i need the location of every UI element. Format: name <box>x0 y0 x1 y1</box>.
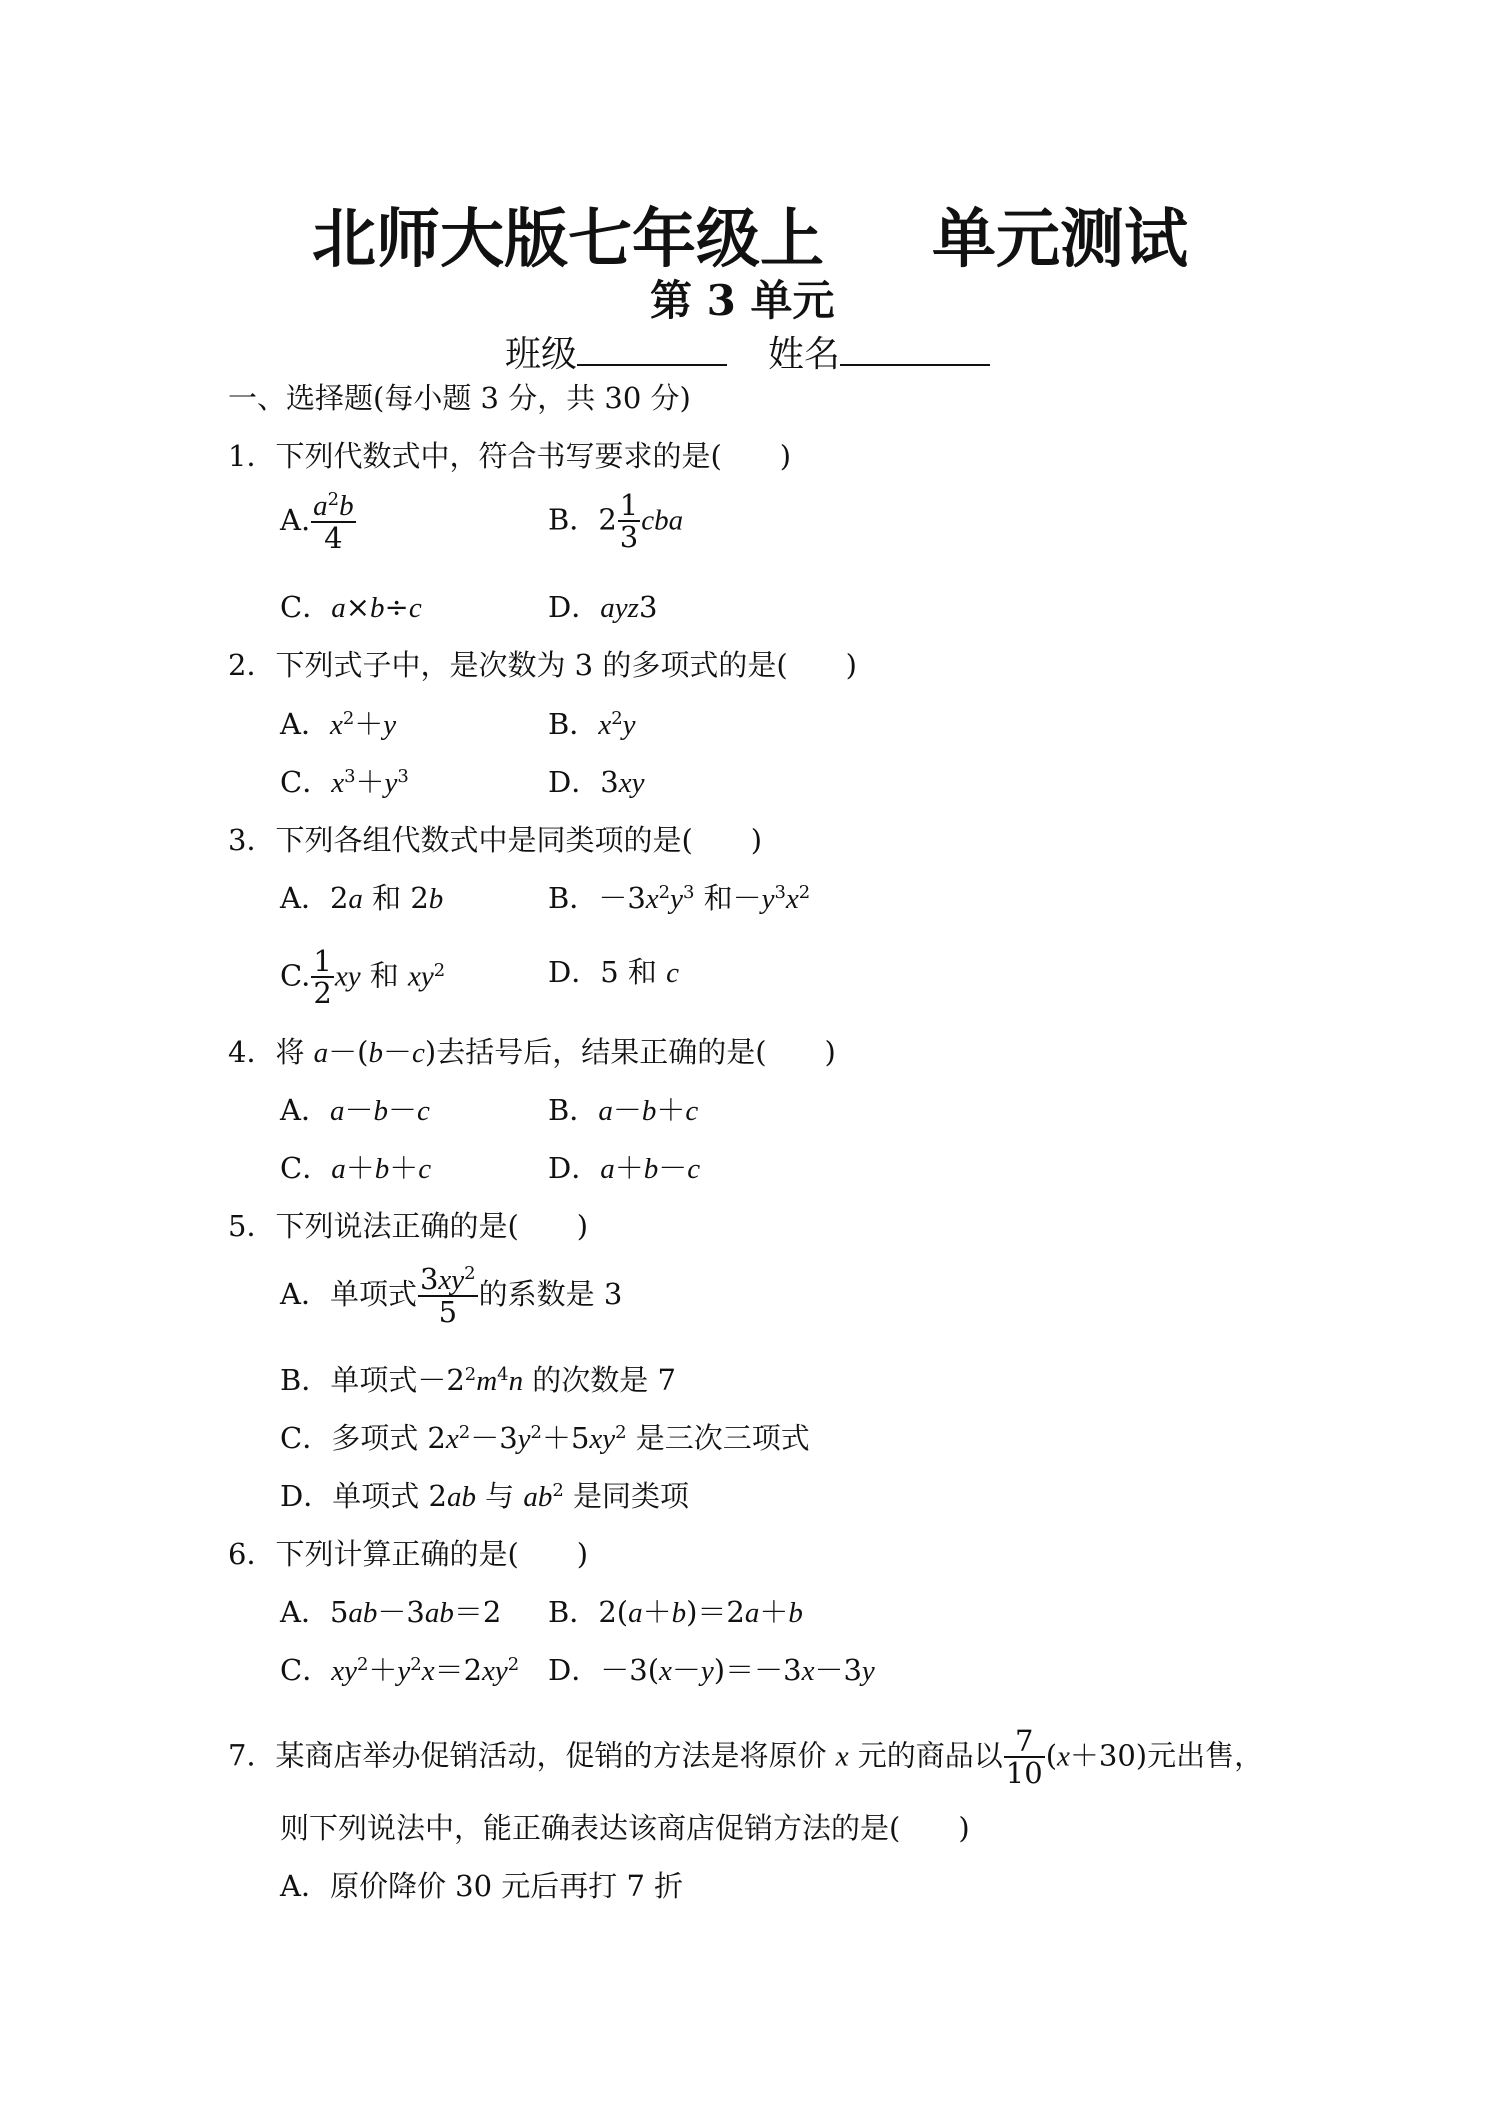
question-2: 2．下列式子中，是次数为 3 的多项式的是( ) <box>228 648 857 682</box>
title-left: 北师大版七年级上 <box>312 203 824 277</box>
question-1: 1．下列代数式中，符合书写要求的是( ) <box>228 439 792 473</box>
q6-option-d[interactable]: D．－3(x－y)＝－3x－3y <box>548 1653 875 1687</box>
q4-option-d[interactable]: D．a＋b－c <box>548 1151 701 1185</box>
q5-option-d[interactable]: D．单项式 2ab 与 $ab^2$ 是同类项 <box>280 1479 690 1513</box>
unit-title <box>650 268 835 328</box>
q2-option-d[interactable]: D．3xy <box>548 765 645 799</box>
q5-option-b[interactable]: B．单项式$-2^2m^4n$ 的次数是 7 <box>280 1363 676 1397</box>
q2-option-c[interactable]: C．$x^3+y^3$ <box>280 765 409 799</box>
q1b-fraction: $\frac{1}{3}$ <box>619 488 639 555</box>
q2-option-a[interactable]: A．$x^2+y$ <box>280 707 397 741</box>
q3-option-b[interactable]: B．$-3x^2y^3$ 和$-y^3x^2$ <box>548 881 811 915</box>
q7-option-a[interactable]: A．原价降价 30 元后再打 7 折 <box>280 1869 684 1903</box>
title-right: 单元测试 <box>932 203 1188 277</box>
q2-option-b[interactable]: B．$x^2y$ <box>548 707 636 741</box>
q5-option-a[interactable]: A．单项式 $\frac{3xy^2}{5}$ 的系数是 3 <box>280 1262 623 1330</box>
q4-option-b[interactable]: B．a－b＋c <box>548 1093 699 1127</box>
question-7-line2: 则下列说法中，能正确表达该商店促销方法的是( ) <box>280 1811 970 1845</box>
q1a-fraction: $\frac{a^2b}{4}$ <box>313 489 354 556</box>
q1-option-d[interactable]: D．ayz3 <box>548 590 658 624</box>
q3-option-c[interactable]: C. $\frac{1}{2}$ xy 和 $xy^2$ <box>280 944 446 1011</box>
q5a-fraction: $\frac{3xy^2}{5}$ <box>419 1262 476 1330</box>
class-blank[interactable] <box>577 334 727 366</box>
q1-option-a[interactable]: A. $\frac{a^2b}{4}$ <box>280 489 354 556</box>
q3-option-d[interactable]: D．5 和 c <box>548 955 680 989</box>
unit-number: 3 <box>706 276 736 325</box>
question-3: 3．下列各组代数式中是同类项的是( ) <box>228 823 763 857</box>
q6-option-a[interactable]: A．5ab－3ab＝2 <box>280 1595 502 1629</box>
name-label: 姓名 <box>768 334 841 375</box>
name-blank[interactable] <box>840 334 990 366</box>
q1-option-b[interactable]: B．2 $\frac{1}{3}$ cba <box>548 488 684 555</box>
q7-fraction: $\frac{7}{10}$ <box>1005 1724 1043 1791</box>
q3-option-a[interactable]: A．2a 和 2b <box>280 881 444 915</box>
class-label: 班级 <box>505 334 578 375</box>
q4-option-c[interactable]: C．a＋b＋c <box>280 1151 432 1185</box>
section-heading: 一、选择题(每小题 3 分，共 30 分) <box>228 381 691 415</box>
q6-option-c[interactable]: C．$xy^2+y^2x=2xy^2$ <box>280 1653 520 1687</box>
question-7: 7．某商店举办促销活动，促销的方法是将原价 x 元的商品以 $\frac{7}{10}$ (x＋30)元出售， <box>228 1724 1264 1791</box>
name-field <box>768 326 990 377</box>
question-5: 5．下列说法正确的是( ) <box>228 1209 589 1243</box>
question-4: 4．将 a－(b－c)去括号后，结果正确的是( ) <box>228 1035 836 1069</box>
q6-option-b[interactable]: B．2(a＋b)＝2a＋b <box>548 1595 803 1629</box>
class-field <box>505 326 727 377</box>
q5-option-c[interactable]: C．多项式 $2x^2-3y^2+5xy^2$ 是三次三项式 <box>280 1421 810 1455</box>
q1-option-c[interactable]: C．a×b÷c <box>280 590 422 624</box>
question-6: 6．下列计算正确的是( ) <box>228 1537 589 1571</box>
q4-option-a[interactable]: A．a－b－c <box>280 1093 430 1127</box>
unit-prefix: 第 <box>650 276 693 325</box>
unit-suffix: 单元 <box>750 276 835 325</box>
q3c-fraction: $\frac{1}{2}$ <box>313 944 332 1011</box>
